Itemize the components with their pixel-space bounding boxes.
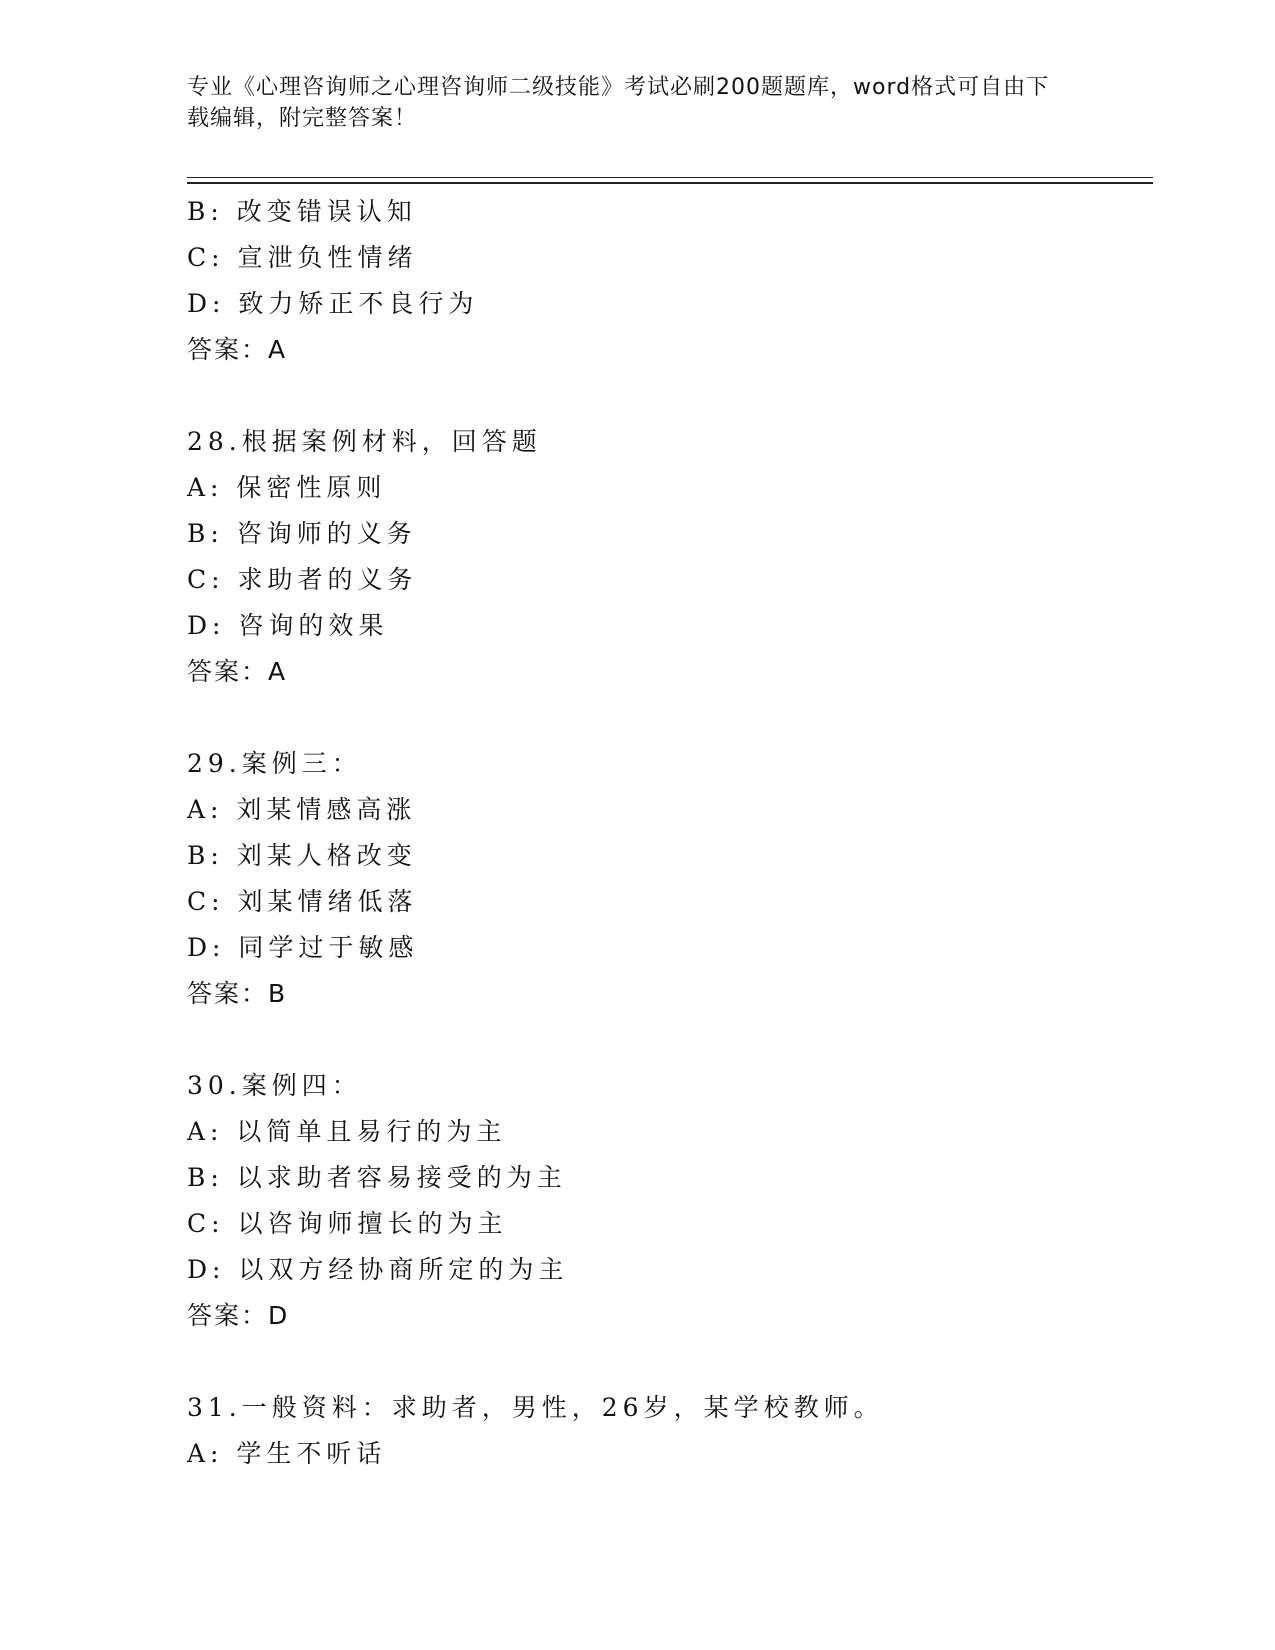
- option-line: D: 同学过于敏感: [187, 933, 419, 962]
- question-line: 31.一般资料：求助者，男性，26岁，某学校教师。: [187, 1393, 884, 1422]
- option-line: C: 刘某情绪低落: [187, 887, 418, 916]
- spacer: [187, 373, 1153, 419]
- option-line: D: 以双方经协商所定的为主: [187, 1255, 569, 1284]
- answer-line: 答案：A: [187, 335, 288, 364]
- header-rule-thin: [187, 177, 1153, 178]
- option-line: C: 求助者的义务: [187, 565, 418, 594]
- answer-line: 答案：B: [187, 979, 288, 1008]
- question-list: [187, 189, 1153, 1477]
- question-line: 29.案例三：: [187, 749, 362, 778]
- option-line: B: 改变错误认知: [187, 197, 417, 226]
- option-line: B: 咨询师的义务: [187, 519, 417, 548]
- option-line: A: 保密性原则: [187, 473, 387, 502]
- spacer: [187, 1339, 1153, 1385]
- spacer: [187, 1017, 1153, 1063]
- question-line: 30.案例四：: [187, 1071, 362, 1100]
- option-line: A: 学生不听话: [187, 1439, 387, 1468]
- question-line: 28.根据案例材料，回答题: [187, 427, 542, 456]
- option-line: A: 以简单且易行的为主: [187, 1117, 507, 1146]
- option-line: C: 宣泄负性情绪: [187, 243, 418, 272]
- option-line: D: 致力矫正不良行为: [187, 289, 479, 318]
- answer-line: 答案：A: [187, 657, 288, 686]
- spacer: [187, 695, 1153, 741]
- header-rule-thick: [187, 182, 1153, 184]
- answer-line: 答案：D: [187, 1301, 290, 1330]
- option-line: B: 以求助者容易接受的为主: [187, 1163, 567, 1192]
- document-header: 专业《心理咨询师之心理咨询师二级技能》考试必刷200题题库，word格式可自由下载编辑，附完整答案！: [187, 75, 1050, 131]
- option-line: C: 以咨询师擅长的为主: [187, 1209, 508, 1238]
- option-line: D: 咨询的效果: [187, 611, 389, 640]
- option-line: A: 刘某情感高涨: [187, 795, 417, 824]
- option-line: B: 刘某人格改变: [187, 841, 417, 870]
